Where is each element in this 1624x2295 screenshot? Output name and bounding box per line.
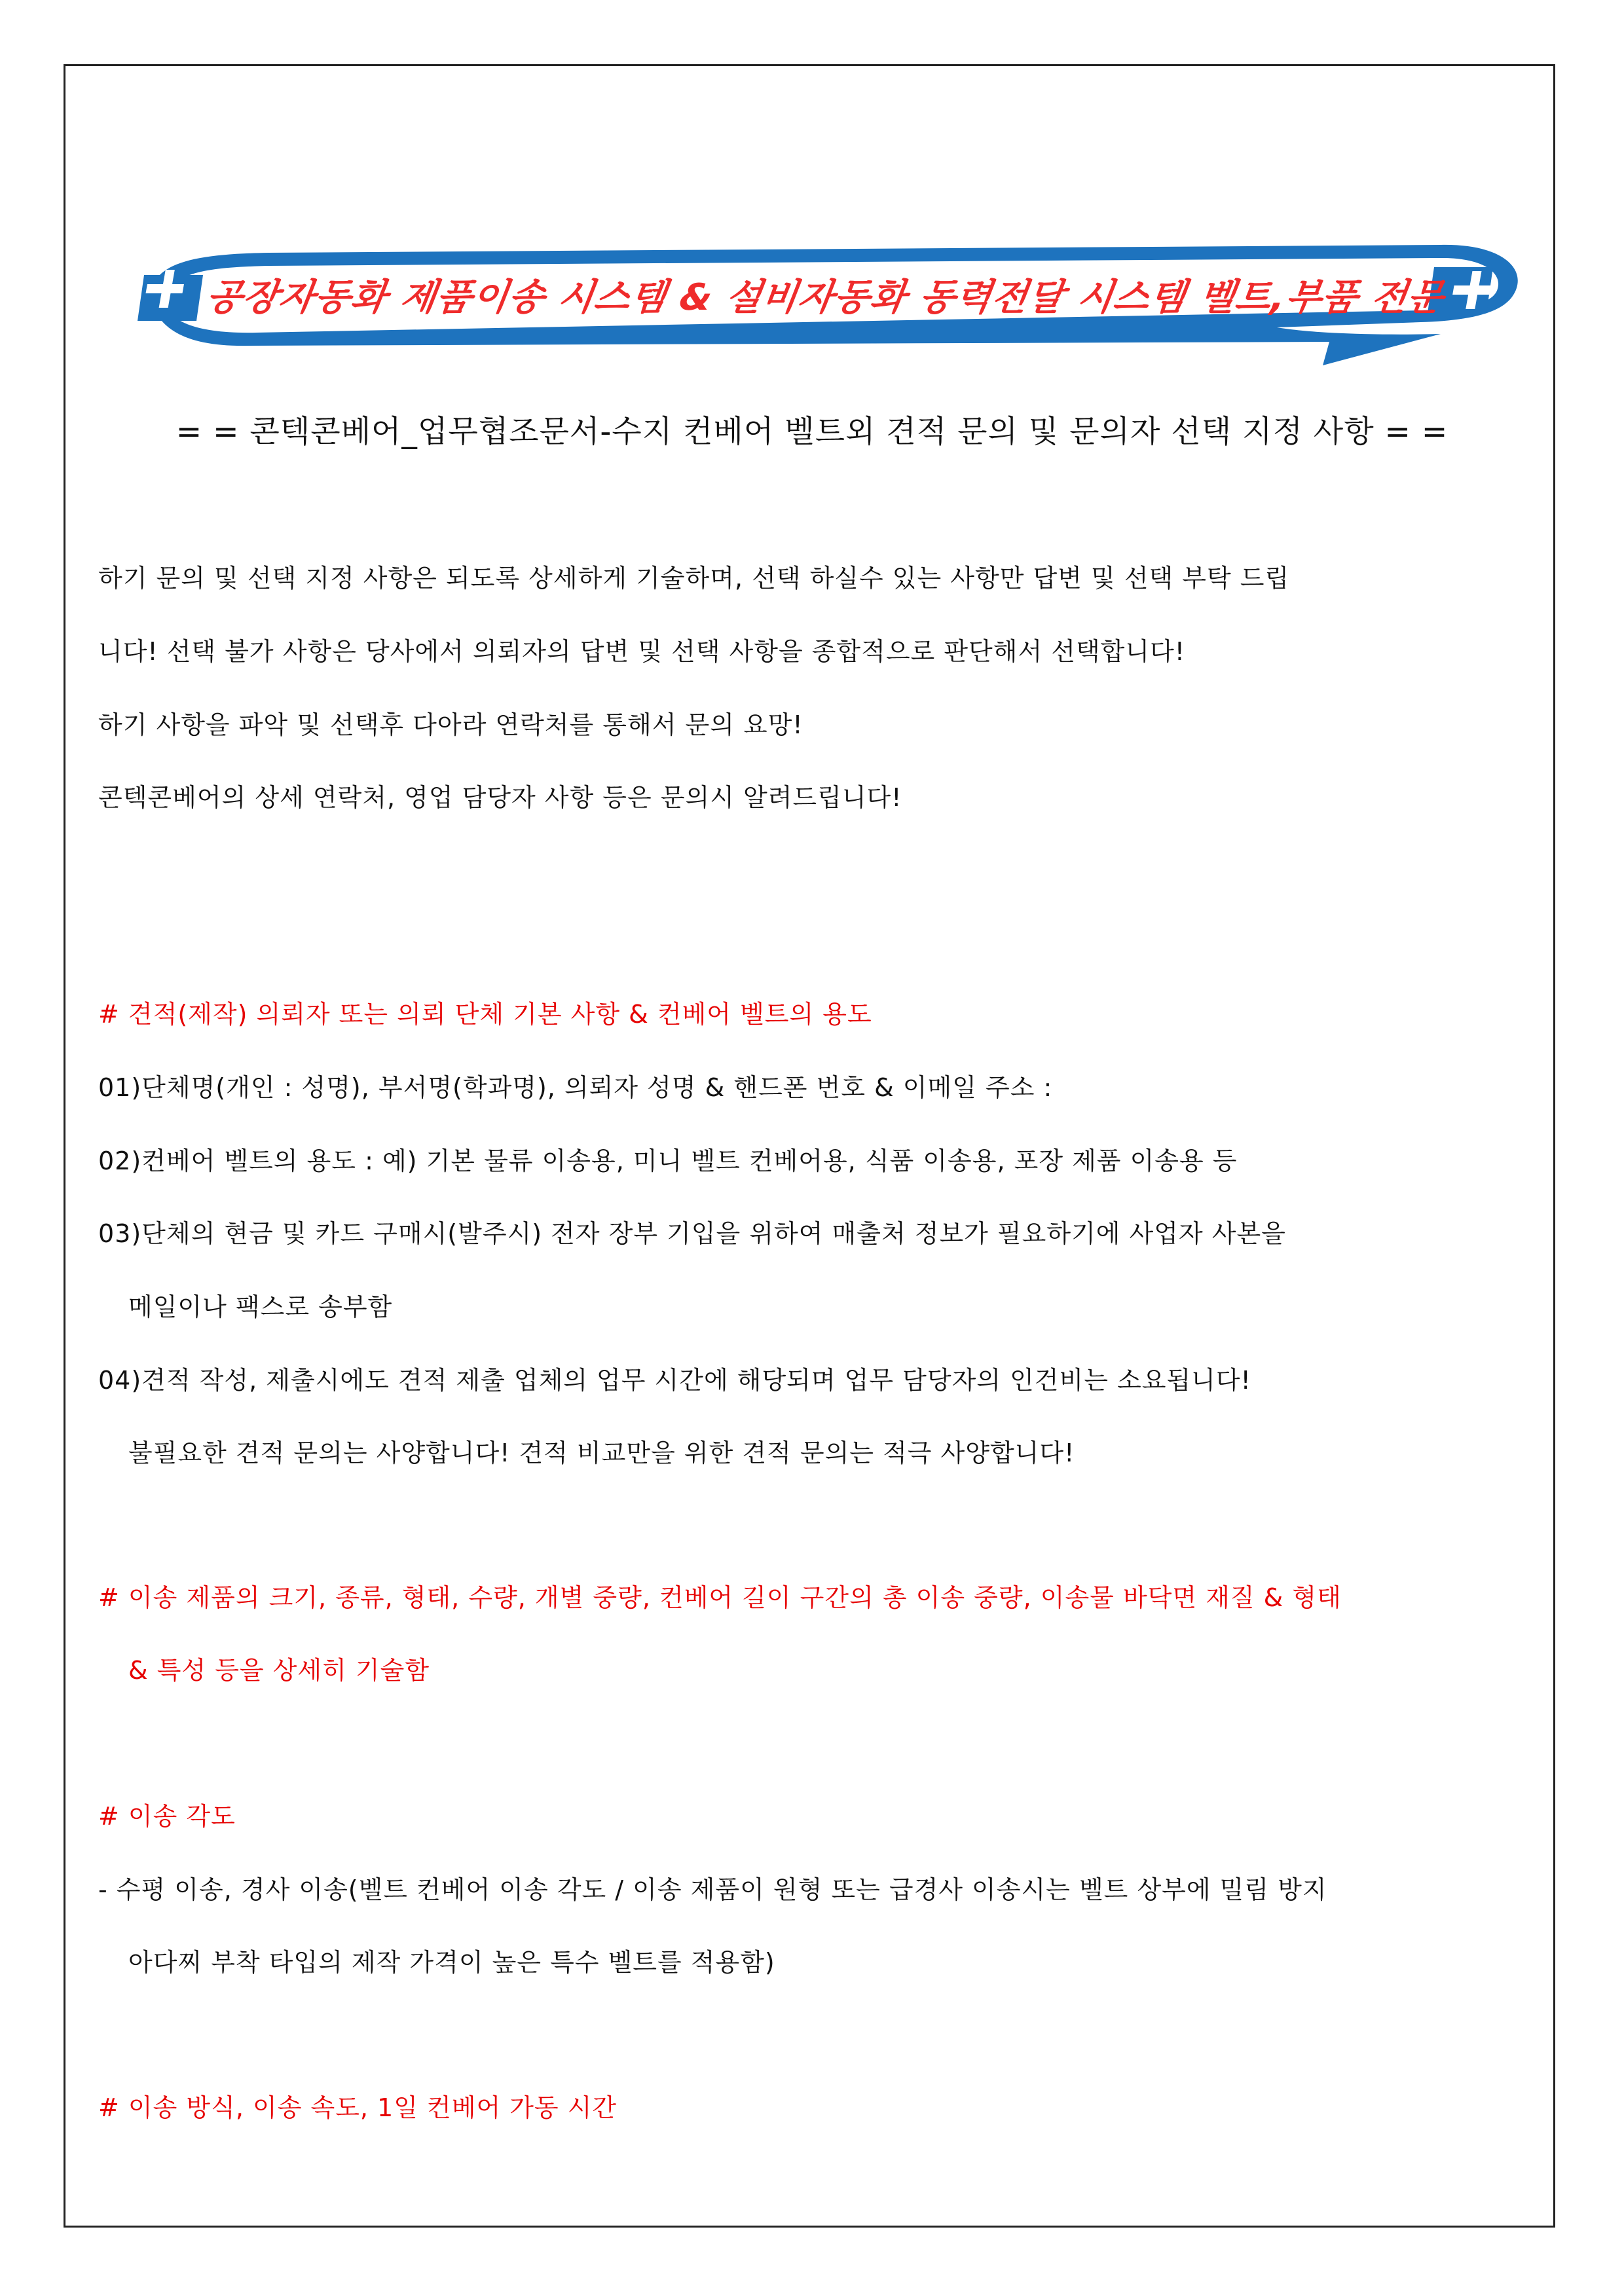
- banner-title: 공장자동화 제품이송 시스템 & 설비자동화 동력전달 시스템 벨트,부품 전문: [204, 276, 1447, 319]
- list-item-03-continued: 메일이나 팩스로 송부함: [128, 1293, 393, 1321]
- document-title: = = 콘텍콘베어_업무협조문서-수지 컨베어 벨트외 견적 문의 및 문의자 선택 지정 사항 = =: [175, 414, 1449, 450]
- list-item-03: 03)단체의 현금 및 카드 구매시(발주시) 전자 장부 기입을 위하여 매출처 정보가 필요하기에 사업자 사본을: [98, 1219, 1286, 1248]
- list-item-04-continued: 불필요한 견적 문의는 사양합니다! 견적 비교만을 위한 견적 문의는 적극 사양합니다!: [128, 1439, 1075, 1467]
- angle-item: - 수평 이송, 경사 이송(벨트 컨베어 이송 각도 / 이송 제품이 원형 또는 급경사 이송시는 벨트 상부에 밀림 방지: [98, 1875, 1327, 1904]
- section-heading-basic-info: # 견적(제작) 의뢰자 또는 의뢰 단체 기본 사항 & 컨베어 벨트의 용도: [98, 1000, 872, 1029]
- list-item-02: 02)컨베어 벨트의 용도 : 예) 기본 물류 이송용, 미니 벨트 컨베어용, 식품 이송용, 포장 제품 이송용 등: [98, 1147, 1238, 1175]
- intro-line-4: 콘텍콘베어의 상세 연락처, 영업 담당자 사항 등은 문의시 알려드립니다!: [98, 783, 902, 812]
- angle-item-continued: 아다찌 부착 타입의 제작 가격이 높은 특수 벨트를 적용함): [128, 1948, 775, 1977]
- intro-line-2: 니다! 선택 불가 사항은 당사에서 의뢰자의 답변 및 선택 사항을 종합적으로 판단해서 선택합니다!: [98, 637, 1186, 666]
- list-item-04: 04)견적 작성, 제출시에도 견적 제출 업체의 업무 시간에 해당되며 업무 담당자의 인건비는 소요됩니다!: [98, 1366, 1251, 1395]
- section-heading-method-speed: # 이송 방식, 이송 속도, 1일 컨베어 가동 시간: [98, 2093, 618, 2122]
- section-heading-product-specs: # 이송 제품의 크기, 종류, 형태, 수량, 개별 중량, 컨베어 길이 구간의 총 이송 중량, 이송물 바닥면 재질 & 형태: [98, 1583, 1342, 1612]
- header-banner: [98, 236, 1526, 373]
- intro-line-1: 하기 문의 및 선택 지정 사항은 되도록 상세하게 기술하며, 선택 하실수 있는 사항만 답변 및 선택 부탁 드립: [98, 564, 1290, 593]
- section-heading-product-specs-continued: & 특성 등을 상세히 기술함: [128, 1656, 430, 1685]
- intro-line-3: 하기 사항을 파악 및 선택후 다아라 연락처를 통해서 문의 요망!: [98, 710, 803, 739]
- list-item-01: 01)단체명(개인 : 성명), 부서명(학과명), 의뢰자 성명 & 핸드폰 번호 & 이메일 주소 :: [98, 1073, 1053, 1102]
- section-heading-angle: # 이송 각도: [98, 1802, 236, 1831]
